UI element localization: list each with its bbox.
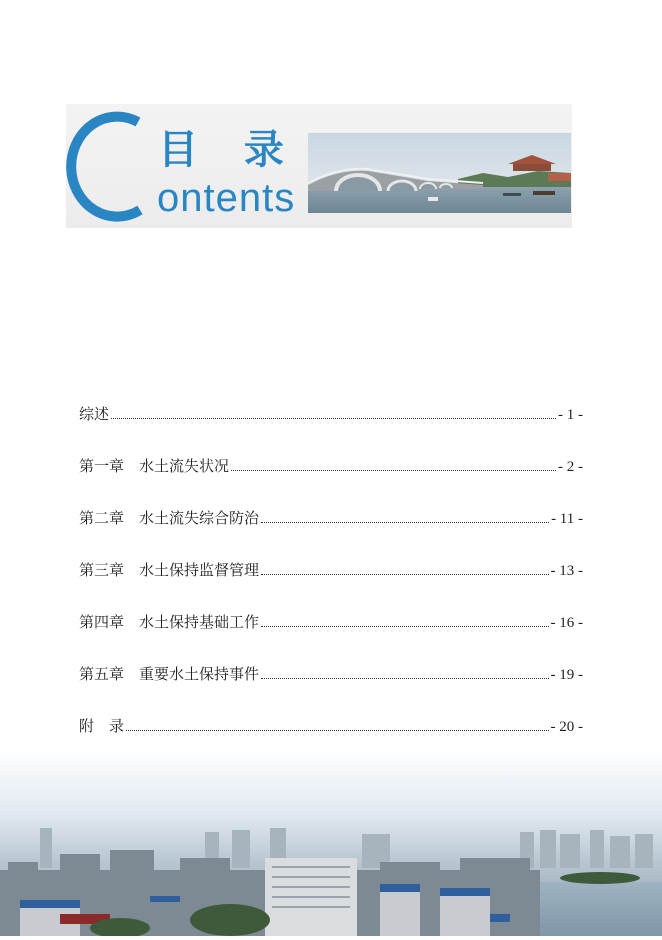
toc-entry-page: - 2 - [558,459,583,475]
toc-entry[interactable] [79,454,583,506]
title-chinese: 目 录 [158,127,300,173]
title-english: ontents [157,176,296,220]
toc-entry-page: - 1 - [558,407,583,423]
toc-entry[interactable] [79,558,583,610]
toc-entry-label: 第四章 水土保持基础工作 [79,613,260,631]
toc-entry[interactable] [79,402,583,454]
toc-entry-page: - 16 - [550,615,583,631]
city-skyline-image [0,750,662,936]
dot-leader [261,625,548,627]
dot-leader [261,573,548,575]
dot-leader [231,469,556,471]
dot-leader [261,677,548,679]
toc-entry-label: 第一章 水土流失状况 [79,457,230,475]
toc-entry[interactable] [79,662,583,714]
toc-entry-label: 第五章 重要水土保持事件 [79,665,260,683]
toc-entry-page: - 11 - [551,511,583,527]
toc-entry-page: - 20 - [550,719,583,735]
toc-entry-label: 第三章 水土保持监督管理 [79,561,260,579]
toc-entry-label: 综述 [79,405,110,423]
toc-entry-label: 附 录 [79,717,125,735]
dot-leader [261,521,549,523]
dot-leader [126,729,548,731]
dot-leader [111,417,556,419]
toc-entry[interactable] [79,506,583,558]
toc-entry[interactable] [79,610,583,662]
toc-entry-page: - 19 - [550,667,583,683]
toc-entry-label: 第二章 水土流失综合防治 [79,509,260,527]
toc-entry-page: - 13 - [550,563,583,579]
bridge-photo [308,133,571,213]
table-of-contents [79,402,583,766]
